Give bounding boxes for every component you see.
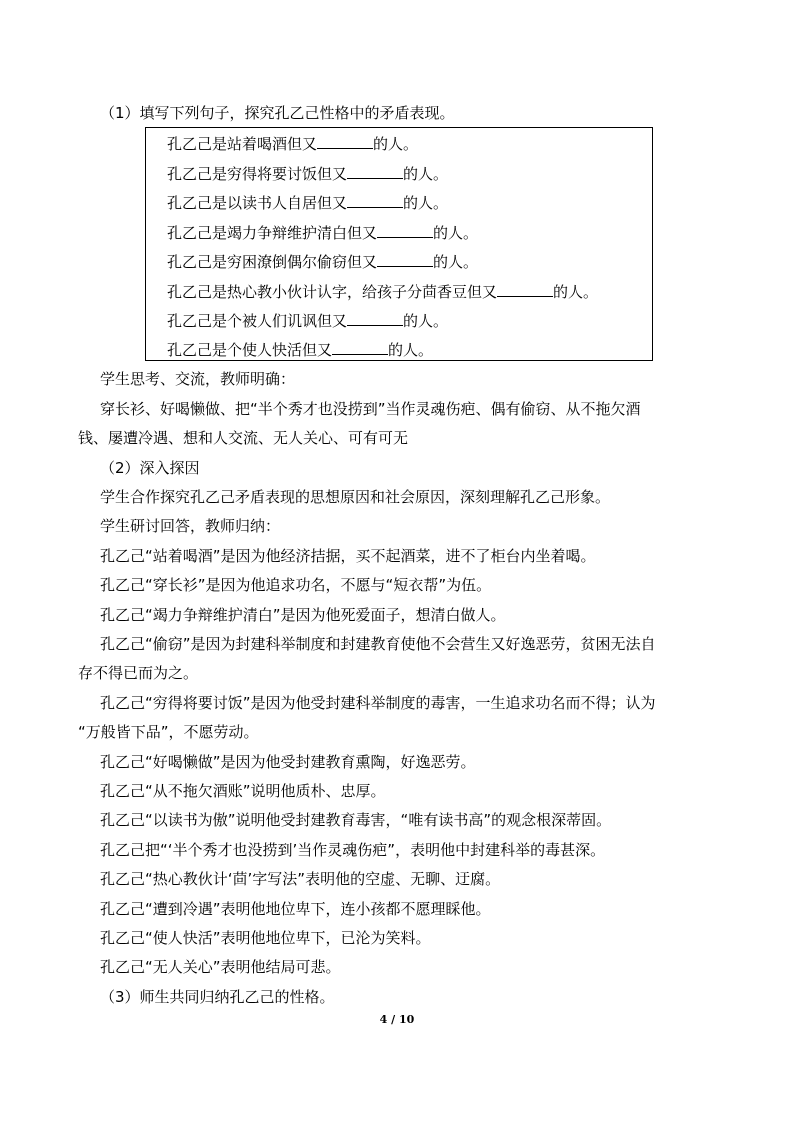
- answer-line-1: 穿长衫、好喝懒做、把“半个秀才也没捞到”当作灵魂伤疤、偶有偷窃、从不拖欠酒: [100, 400, 641, 418]
- answer-blank[interactable]: [347, 191, 403, 208]
- section3-heading: （3）师生共同归纳孔乙己的性格。: [100, 988, 335, 1006]
- fill-sentence-5: [167, 250, 478, 273]
- analysis-paragraph: 孔乙己把“‘半个秀才也没捞到’当作灵魂伤疤”，表明他中封建科举的毒甚深。: [100, 841, 606, 859]
- analysis-paragraph: 孔乙己“偷窃”是因为封建科举制度和封建教育使他不会营生又好逸恶劳，贫困无法自: [100, 635, 656, 653]
- answer-blank[interactable]: [497, 280, 553, 297]
- fill-sentence-4: [167, 221, 478, 244]
- sentence-text: 孔乙己是站着喝酒但又: [167, 135, 318, 153]
- sentence-text: 孔乙己是穷困潦倒偶尔偷窃但又: [167, 253, 378, 271]
- sentence-text: 孔乙己是热心教小伙计认字，给孩子分茴香豆但又: [167, 283, 498, 301]
- fill-sentence-7: [167, 309, 448, 332]
- sentence-text: 孔乙己是以读书人自居但又: [167, 194, 348, 212]
- analysis-paragraph: 孔乙己“无人关心”表明他结局可悲。: [100, 958, 341, 976]
- fill-sentence-8: [167, 338, 433, 361]
- answer-blank[interactable]: [332, 338, 388, 355]
- sentence-text: 孔乙己是个使人快活但又: [167, 341, 333, 359]
- sentence-tail: 的人。: [433, 224, 479, 242]
- analysis-paragraph: 孔乙己“从不拖欠酒账”说明他质朴、忠厚。: [100, 782, 386, 800]
- analysis-paragraph: 孔乙己“以读书为傲”说明他受封建教育毒害，“唯有读书高”的观念根深蒂固。: [100, 811, 612, 829]
- section2-heading: （2）深入探因: [100, 459, 200, 477]
- sentence-tail: 的人。: [373, 135, 419, 153]
- sentence-tail: 的人。: [433, 253, 479, 271]
- fill-sentence-1: [167, 132, 418, 155]
- analysis-paragraph: 孔乙己“遭到冷遇”表明他地位卑下，连小孩都不愿理睬他。: [100, 900, 491, 918]
- analysis-paragraph: 孔乙己“穷得将要讨饭”是因为他受封建科举制度的毒害，一生追求功名而不得；认为: [100, 694, 656, 712]
- answer-line-2: 钱、屡遭冷遇、想和人交流、无人关心、可有可无: [78, 429, 409, 447]
- sentence-tail: 的人。: [403, 194, 449, 212]
- section2-task: 学生合作探究孔乙己矛盾表现的思想原因和社会原因，深刻理解孔乙己形象。: [100, 488, 611, 506]
- sentence-tail: 的人。: [388, 341, 434, 359]
- analysis-paragraph: 孔乙己“好喝懒做”是因为他受封建教育熏陶，好逸恶劳。: [100, 753, 476, 771]
- fill-sentence-2: [167, 162, 448, 185]
- answer-blank[interactable]: [377, 250, 433, 267]
- analysis-paragraph: 孔乙己“竭力争辩维护清白”是因为他死爱面子，想清白做人。: [100, 606, 506, 624]
- fill-sentence-6: [167, 280, 598, 303]
- analysis-paragraph-cont: 存不得已而为之。: [78, 664, 199, 682]
- summary-intro: 学生研讨回答，教师归纳：: [100, 517, 281, 535]
- analysis-paragraph-cont: “万般皆下品”，不愿劳动。: [78, 723, 259, 741]
- sentence-tail: 的人。: [403, 165, 449, 183]
- section1-heading: （1）填写下列句子，探究孔乙己性格中的矛盾表现。: [100, 104, 455, 122]
- answer-blank[interactable]: [347, 309, 403, 326]
- answer-blank[interactable]: [377, 221, 433, 238]
- sentence-text: 孔乙己是穷得将要讨饭但又: [167, 165, 348, 183]
- analysis-paragraph: 孔乙己“站着喝酒”是因为他经济拮据，买不起酒菜，进不了柜台内坐着喝。: [100, 547, 596, 565]
- answer-blank[interactable]: [317, 132, 373, 149]
- sentence-text: 孔乙己是个被人们讥讽但又: [167, 312, 348, 330]
- answer-blank[interactable]: [347, 162, 403, 179]
- page-number: 4 / 10: [379, 1013, 415, 1026]
- sentence-tail: 的人。: [403, 312, 449, 330]
- analysis-paragraph: 孔乙己“使人快活”表明他地位卑下，已沦为笑料。: [100, 929, 431, 947]
- sentence-text: 孔乙己是竭力争辩维护清白但又: [167, 224, 378, 242]
- fill-sentence-3: [167, 191, 448, 214]
- teacher-intro: 学生思考、交流，教师明确：: [100, 370, 296, 388]
- sentence-tail: 的人。: [553, 283, 599, 301]
- analysis-paragraph: 孔乙己“热心教伙计‘茴’字写法”表明他的空虚、无聊、迂腐。: [100, 870, 501, 888]
- analysis-paragraph: 孔乙己“穿长衫”是因为他追求功名，不愿与“短衣帮”为伍。: [100, 576, 492, 594]
